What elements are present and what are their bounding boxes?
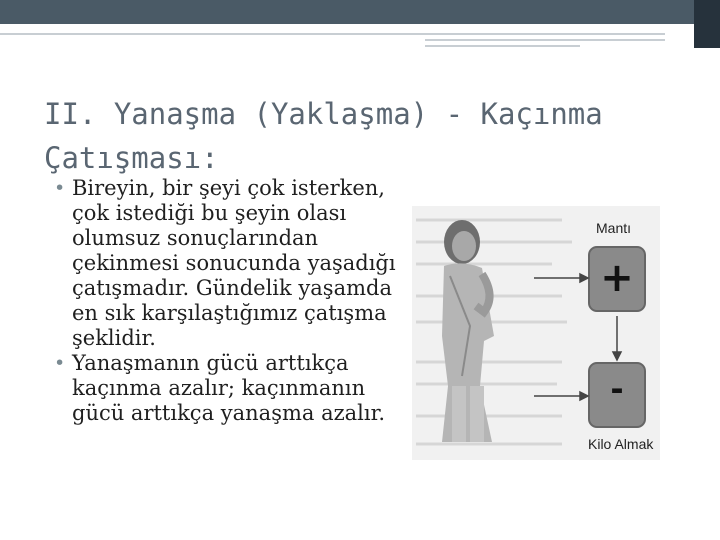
bottom-label: Kilo Almak — [588, 436, 654, 452]
bullet-dot-icon: • — [54, 177, 66, 199]
decorative-line — [425, 39, 665, 41]
plus-icon: + — [600, 255, 634, 301]
bullet-item — [52, 176, 407, 351]
bullet-text: Yanaşmanın gücü arttıkça kaçınma azalır; kaçınmanın gücü arttıkça yanaşma azalır. — [72, 351, 386, 425]
arrows — [412, 206, 660, 460]
bullet-item — [52, 351, 407, 426]
bullet-text: Bireyin, bir şeyi çok isterken, çok istediği bu şeyin olası olumsuz sonuçlarından çekinmesi sonucunda yaşadığı çatışmadır. Gündelik yaşamda en sık karşılaştığımız çatışma şeklidir. — [72, 176, 396, 350]
bullet-list — [52, 176, 407, 426]
decorative-line — [0, 33, 665, 35]
decorative-line — [425, 45, 580, 47]
conflict-illustration — [412, 206, 660, 460]
minus-icon: - — [610, 370, 624, 408]
bullet-dot-icon: • — [54, 352, 66, 374]
top-label: Mantı — [596, 220, 632, 236]
slide-title: II. Yanaşma (Yaklaşma) - Kaçınma Çatışması: — [44, 97, 603, 175]
top-bar-corner — [694, 0, 720, 48]
top-bar — [0, 0, 720, 24]
